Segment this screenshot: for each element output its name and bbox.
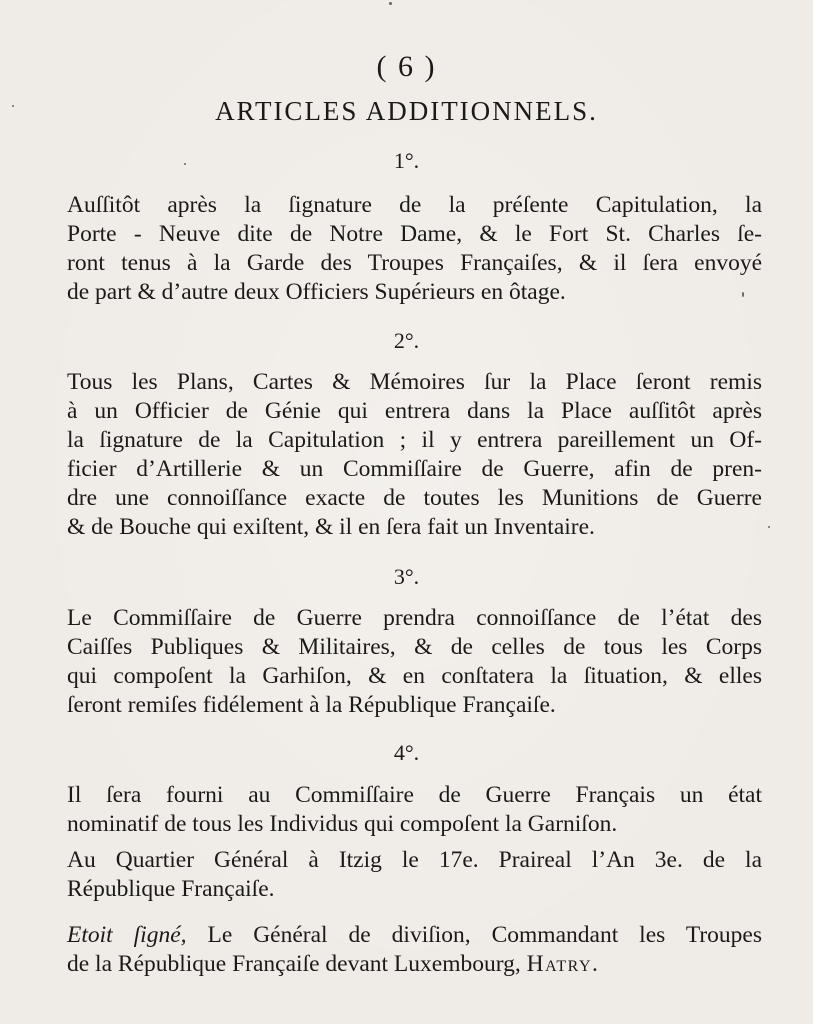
- article-2-text: [40, 368, 762, 542]
- article-4-line-1: Il ſera fourni au Commiſſaire de Guerre Français un état: [67, 782, 762, 808]
- paper-speck: [12, 105, 14, 107]
- paper-speck: [184, 163, 186, 165]
- article-1-line-2: Porte - Neuve dite de Notre Dame, & le Fort St. Charles ſe-: [67, 221, 762, 247]
- article-1-line-1: Auſſitôt après la ſignature de la préſente Capitulation, la: [67, 192, 762, 218]
- article-4-line-2: nominatif de tous les Individus qui compoſent la Garniſon.: [67, 811, 618, 837]
- article-2-line-5: dre une connoiſſance exacte de toutes les Munitions de Guerre: [67, 485, 762, 511]
- article-3-text: [40, 604, 762, 720]
- article-2-line-3: la ſignature de la Capitulation ; il y entrera pareillement un Of-: [67, 427, 762, 453]
- dateline-line-2: République Françaiſe.: [67, 876, 275, 902]
- signature-line-2: [40, 950, 762, 979]
- paper-speck: [389, 2, 392, 5]
- article-1-line-4: de part & d’autre deux Officiers Supérieurs en ôtage.: [67, 279, 566, 305]
- article-2-line-2: à un Officier de Génie qui entrera dans la Place auſſitôt après: [67, 398, 762, 424]
- article-2-number: 2°.: [393, 328, 420, 353]
- page-number: ( 6 ): [376, 50, 437, 83]
- dateline: [40, 846, 762, 904]
- article-4-text: [40, 781, 762, 839]
- page-title: ARTICLES ADDITIONNELS.: [215, 96, 598, 126]
- signature-block: [40, 921, 762, 979]
- article-3-line-2: Caiſſes Publiques & Militaires, & de celles de tous les Corps: [67, 634, 762, 660]
- article-2-line-6: & de Bouche qui exiſtent, & il en ſera fait un Inventaire.: [67, 514, 595, 540]
- signature-line-1: [40, 921, 762, 950]
- article-2-line-4: ficier d’Artillerie & un Commiſſaire de Guerre, afin de pren-: [67, 456, 762, 482]
- article-3-line-4: ſeront remiſes fidélement à la République Françaiſe.: [67, 692, 556, 718]
- signature-line-1-text: Le Général de diviſion, Commandant les Troupes: [186, 922, 762, 948]
- article-3-line-3: qui compoſent la Garhiſon, & en conſtatera la ſituation, & elles: [67, 663, 762, 689]
- article-1-line-3: ront tenus à la Garde des Troupes Françaiſes, & il ſera envoyé: [67, 250, 762, 276]
- signatory-name: Hatry.: [526, 951, 600, 977]
- article-4-number: 4°.: [393, 740, 420, 765]
- article-1-text: [40, 191, 762, 307]
- signature-prefix: Etoit ſigné,: [67, 922, 187, 948]
- article-3-line-1: Le Commiſſaire de Guerre prendra connoiſſance de l’état des: [67, 605, 762, 631]
- dateline-line-1: Au Quartier Général à Itzig le 17e. Praireal l’An 3e. de la: [67, 847, 762, 873]
- paper-speck: [768, 526, 770, 528]
- signature-line-2-text: de la République Françaiſe devant Luxembourg,: [67, 951, 521, 977]
- paper-speck: [742, 292, 744, 297]
- article-3-number: 3°.: [393, 564, 420, 589]
- article-2-line-1: Tous les Plans, Cartes & Mémoires ſur la Place ſeront remis: [67, 369, 762, 395]
- article-1-number: 1°.: [393, 148, 420, 173]
